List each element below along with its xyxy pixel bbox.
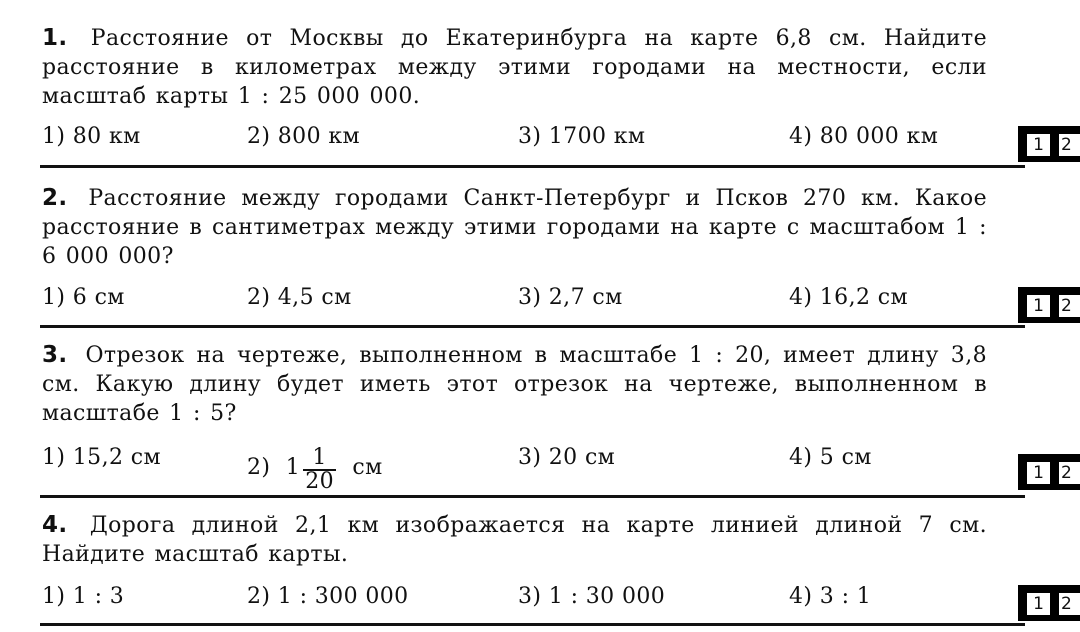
answer-option-2-unit: см [352, 455, 383, 480]
divider [40, 623, 1025, 626]
answer-box-cell-2[interactable]: 2 [1059, 462, 1080, 484]
divider [40, 495, 1025, 498]
fraction-denominator: 20 [305, 469, 334, 494]
answer-option-3[interactable]: 3) 1 : 30 000 [518, 584, 666, 609]
problem-text: Отрезок на чертеже, выполненном в масштабе 1 : 20, имеет длину 3,8 см. Какую длину будет иметь этот отрезок на чертеже, выполненном в масштабе 1 : 5? [42, 343, 987, 426]
problem-number: 2. [42, 185, 68, 211]
answer-option-1[interactable]: 1) 15,2 см [42, 445, 161, 470]
answer-option-1[interactable]: 1) 6 см [42, 285, 125, 310]
answer-options [42, 445, 1002, 494]
divider [40, 165, 1025, 168]
answer-option-4[interactable]: 4) 16,2 см [789, 285, 908, 310]
fraction [303, 447, 336, 493]
answer-option-3[interactable]: 3) 1700 км [518, 124, 646, 149]
answer-option-2[interactable]: 2) 4,5 см [247, 285, 352, 310]
problem-1 [42, 24, 987, 149]
answer-options [42, 584, 1002, 614]
problem-2 [42, 184, 987, 310]
problem-number: 1. [42, 25, 68, 51]
fraction-numerator: 1 [303, 447, 336, 471]
answer-box-cell-1[interactable]: 1 [1027, 295, 1050, 317]
answer-option-2[interactable]: 2) 1 : 300 000 [247, 584, 409, 609]
answer-box[interactable] [1018, 126, 1080, 162]
answer-option-3[interactable]: 3) 20 см [518, 445, 616, 470]
answer-box-cell-1[interactable]: 1 [1027, 462, 1050, 484]
answer-options [42, 285, 1002, 315]
problem-3 [42, 341, 987, 494]
problem-statement [42, 511, 987, 569]
answer-option-2-label: 2) [247, 455, 271, 480]
answer-option-2[interactable] [247, 445, 383, 494]
answer-box-cell-2[interactable]: 2 [1059, 593, 1080, 615]
answer-box[interactable] [1018, 454, 1080, 490]
problem-statement [42, 24, 987, 111]
answer-box[interactable] [1018, 585, 1080, 621]
answer-option-1[interactable]: 1) 1 : 3 [42, 584, 125, 609]
problem-number: 3. [42, 342, 68, 368]
answer-option-4[interactable]: 4) 80 000 км [789, 124, 939, 149]
problem-statement [42, 341, 987, 428]
answer-box-cell-2[interactable]: 2 [1059, 134, 1080, 156]
answer-box-cell-1[interactable]: 1 [1027, 134, 1050, 156]
answer-option-1[interactable]: 1) 80 км [42, 124, 141, 149]
answer-option-3[interactable]: 3) 2,7 см [518, 285, 623, 310]
problem-statement [42, 184, 987, 271]
problem-text: Расстояние между городами Санкт-Петербург и Псков 270 км. Какое расстояние в сантиметрах между этими городами на карте с масштабом 1 : 6 000 000? [42, 186, 987, 269]
problem-number: 4. [42, 512, 68, 538]
answer-option-4[interactable]: 4) 5 см [789, 445, 872, 470]
mixed-number-whole: 1 [285, 455, 301, 480]
problem-4 [42, 511, 987, 609]
answer-option-2[interactable]: 2) 800 км [247, 124, 361, 149]
problem-text: Дорога длиной 2,1 км изображается на карте линией длиной 7 см. Найдите масштаб карты. [42, 513, 987, 567]
problem-text: Расстояние от Москвы до Екатеринбурга на карте 6,8 см. Найдите расстояние в километрах между этими городами на местности, если масштаб карты 1 : 25 000 000. [42, 26, 987, 109]
answer-box-cell-2[interactable]: 2 [1059, 295, 1080, 317]
answer-box-cell-1[interactable]: 1 [1027, 593, 1050, 615]
answer-box[interactable] [1018, 287, 1080, 323]
answer-options [42, 124, 1002, 154]
answer-option-4[interactable]: 4) 3 : 1 [789, 584, 872, 609]
divider [40, 325, 1025, 328]
